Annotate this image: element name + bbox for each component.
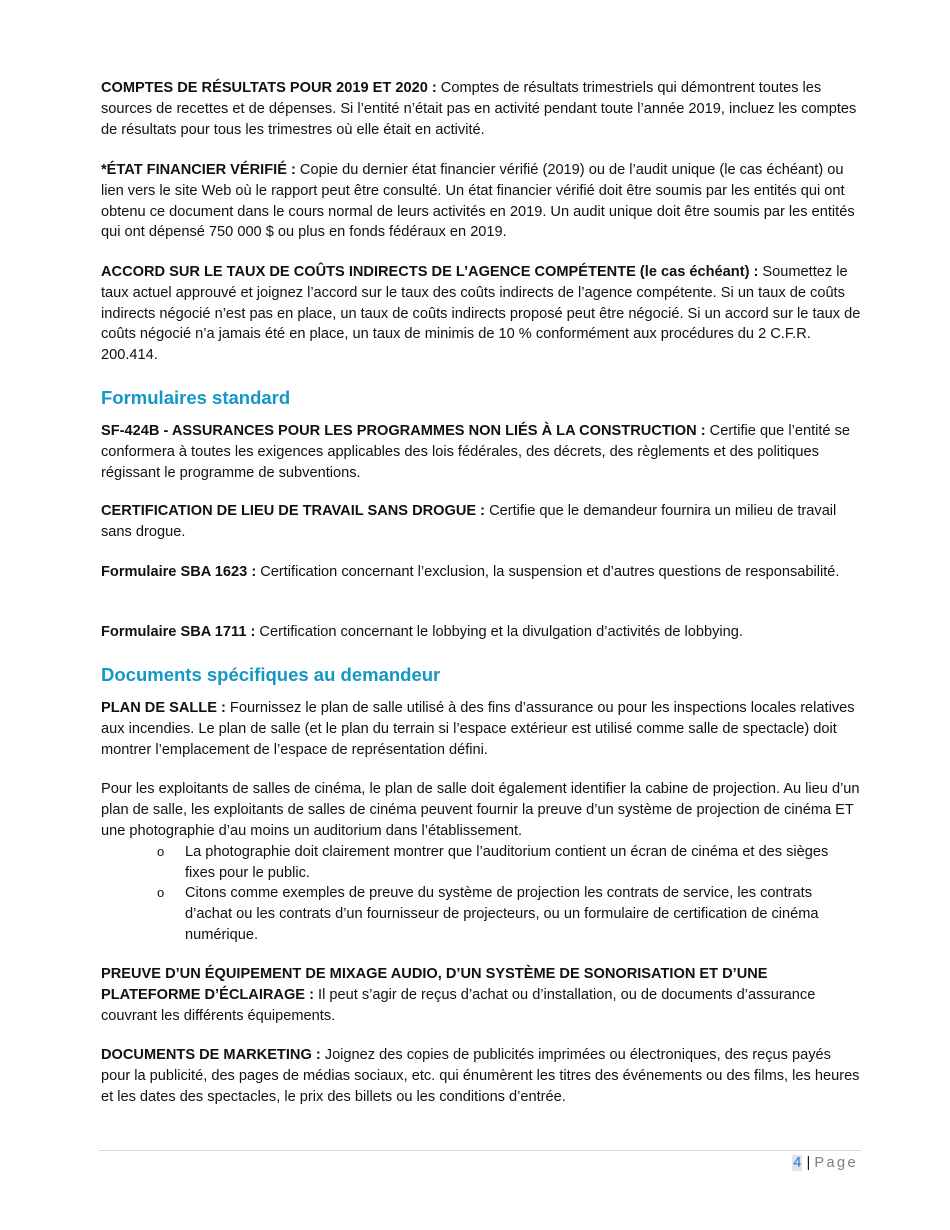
text-etat-financier: Copie du dernier état financier vérifié (2019) ou de l’audit unique (le cas échéant) ou lien vers le site Web où le rapport peut être consulté. Un état financier vérifié doit être soumis par les entités qui ont obtenu ce document dans le cours normal de leurs activités en 2019. Un audit unique doit être soumis par les entités qui ont dépensé 750 000 $ ou plus en fonds fédéraux en 2019. — [101, 162, 855, 241]
label-comptes: COMPTES DE RÉSULTATS POUR 2019 ET 2020 : — [101, 80, 437, 96]
list-item-text: Citons comme exemples de preuve du système de projection les contrats de service, les contrats d’achat ou les contrats d’un fournisseur de projecteurs, ou un formulaire de certification de cinéma numérique. — [185, 885, 819, 943]
text-sba1623: Certification concernant l’exclusion, la suspension et d’autres questions de responsabilité. — [256, 564, 840, 580]
label-sf424b: SF-424B - ASSURANCES POUR LES PROGRAMMES NON LIÉS À LA CONSTRUCTION : — [101, 423, 706, 439]
label-marketing: DOCUMENTS DE MARKETING : — [101, 1047, 321, 1063]
paragraph-sf424b — [101, 421, 861, 483]
bullet-circle-icon: o — [157, 844, 165, 859]
paragraph-sans-drogue — [101, 501, 861, 543]
page-number: 4 — [793, 1155, 802, 1171]
label-sba1711: Formulaire SBA 1711 : — [101, 624, 256, 640]
label-sans-drogue: CERTIFICATION DE LIEU DE TRAVAIL SANS DROGUE : — [101, 503, 486, 519]
paragraph-marketing — [101, 1045, 861, 1107]
bullet-circle-icon: o — [157, 885, 165, 900]
page-footer — [792, 1153, 858, 1173]
label-accord: ACCORD SUR LE TAUX DE COÛTS INDIRECTS DE L’AGENCE COMPÉTENTE (le cas échéant) : — [101, 264, 759, 280]
text-sba1711: Certification concernant le lobbying et la divulgation d’activités de lobbying. — [255, 624, 743, 640]
text-plan-de-salle: Fournissez le plan de salle utilisé à des fins d’assurance ou pour les inspections locales relatives aux incendies. Le plan de salle (et le plan du terrain si l’espace extérieur est utilisé comme salle de spectacle) doit montrer l’emplacement de l’espace de représentation défini. — [101, 700, 855, 758]
paragraph-mixage-audio — [101, 964, 861, 1026]
paragraph-comptes — [101, 78, 861, 140]
text-comptes: Comptes de résultats trimestriels qui démontrent toutes les sources de recettes et de dépenses. Si l’entité n’était pas en activité pendant toute l’année 2019, incluez les comptes de résultats pour tous les trimestres où elle était en activité. — [101, 80, 857, 138]
text-sf424b: Certifie que l’entité se conformera à toutes les exigences applicables des lois fédérales, des décrets, des règlements et des politiques régissant le programme de subventions. — [101, 423, 851, 481]
label-etat-financier: *ÉTAT FINANCIER VÉRIFIÉ : — [101, 162, 296, 178]
page-label: Page — [814, 1155, 858, 1171]
list-item-text: La photographie doit clairement montrer que l’auditorium contient un écran de cinéma et des sièges fixes pour le public. — [185, 844, 829, 881]
text-accord: Soumettez le taux actuel approuvé et joignez l’accord sur le taux des coûts indirects de l’agence compétente. Si un taux de coûts indirects négocié n’est pas en place, un taux de coûts indirects proposé peut être négocié. Si un accord sur le taux de coûts négocié n’a jamais été en place, un taux de minimis de 10 % conformément aux procédures du 2 C.F.R. 200.414. — [101, 264, 861, 364]
label-sba1623: Formulaire SBA 1623 : — [101, 564, 257, 580]
text-mixage-audio: Il peut s’agir de reçus d’achat ou d’installation, ou de documents d’assurance couvrant les différents équipements. — [101, 986, 816, 1024]
paragraph-plan-de-salle — [101, 698, 861, 760]
paragraph-sba1711 — [101, 622, 861, 643]
paragraph-cinema: Pour les exploitants de salles de cinéma, le plan de salle doit également identifier la cabine de projection. Au lieu d’un plan de salle, les exploitants de salles de cinéma peuvent fournir la preuve d’un système de projection de cinéma ET une photographie d’au moins un auditorium dans l’établissement. — [101, 781, 860, 839]
paragraph-etat-financier — [101, 160, 861, 243]
paragraph-sba1623 — [101, 562, 861, 583]
paragraph-accord — [101, 262, 861, 366]
heading-documents-specifiques: Documents spécifiques au demandeur — [101, 664, 441, 685]
text-sans-drogue: Certifie que le demandeur fournira un milieu de travail sans drogue. — [101, 503, 837, 540]
footer-separator: | — [806, 1155, 811, 1171]
text-marketing: Joignez des copies de publicités imprimées ou électroniques, des reçus payés pour la publicité, des pages de médias sociaux, etc. qui énumèrent les titres des événements ou des films, les heures et les dates des spectacles, le prix des billets ou les conditions d’entrée. — [101, 1047, 860, 1105]
label-mixage-audio: PREUVE D’UN ÉQUIPEMENT DE MIXAGE AUDIO, D’UN SYSTÈME DE SONORISATION ET D’UNE PLATEFORME D’ÉCLAIRAGE : — [101, 966, 768, 1003]
heading-formulaires-standard: Formulaires standard — [101, 387, 291, 408]
footer-divider — [99, 1150, 861, 1151]
label-plan-de-salle: PLAN DE SALLE : — [101, 700, 226, 716]
